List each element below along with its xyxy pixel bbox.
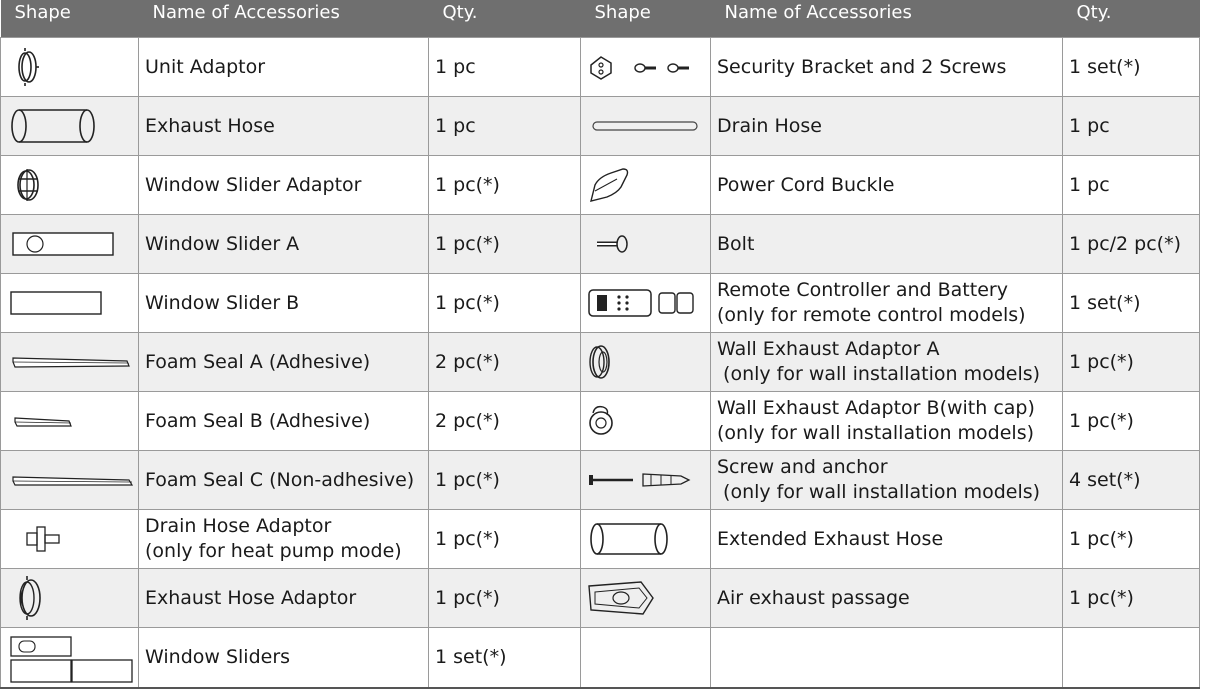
air-exhaust-passage-icon	[581, 570, 709, 626]
unit-adaptor-icon	[1, 39, 61, 95]
table-row	[1, 392, 1200, 451]
name-line-2: (only for wall installation models)	[717, 422, 1035, 444]
shape-cell	[1, 97, 139, 156]
accessory-qty: 1 set(*)	[1063, 274, 1200, 333]
accessory-name: Drain Hose	[711, 97, 1063, 156]
accessory-qty: 4 set(*)	[1063, 451, 1200, 510]
accessory-qty: 1 pc	[429, 97, 581, 156]
shape-cell	[1, 451, 139, 510]
accessory-name: Air exhaust passage	[711, 569, 1063, 628]
table-row	[1, 510, 1200, 569]
wall-exhaust-adaptor-a-icon	[581, 334, 709, 390]
accessory-qty: 1 pc(*)	[429, 510, 581, 569]
name-line-1: Wall Exhaust Adaptor A	[717, 338, 940, 360]
security-bracket-icon	[581, 39, 709, 95]
accessory-qty: 1 pc/2 pc(*)	[1063, 215, 1200, 274]
accessory-name: Bolt	[711, 215, 1063, 274]
window-slider-b-icon	[1, 275, 139, 331]
power-cord-buckle-icon	[581, 157, 709, 213]
name-line-2: (only for remote control models)	[717, 304, 1026, 326]
window-slider-a-icon	[1, 216, 139, 272]
accessory-name: Extended Exhaust Hose	[711, 510, 1063, 569]
accessory-name: Window Sliders	[139, 628, 429, 689]
table-row	[1, 569, 1200, 628]
accessory-name	[711, 451, 1063, 510]
table-row	[1, 97, 1200, 156]
accessory-name: Foam Seal C (Non-adhesive)	[139, 451, 429, 510]
accessory-name: Power Cord Buckle	[711, 156, 1063, 215]
accessory-qty: 1 pc(*)	[1063, 333, 1200, 392]
accessory-name	[139, 510, 429, 569]
table-row	[1, 38, 1200, 97]
header-qty-2: Qty.	[1063, 0, 1200, 38]
header-shape-2: Shape	[581, 0, 711, 38]
table-row	[1, 156, 1200, 215]
exhaust-hose-icon	[1, 98, 139, 154]
table-row	[1, 628, 1200, 689]
foam-seal-b-icon	[1, 393, 139, 449]
header-row	[1, 0, 1200, 38]
header-shape: Shape	[1, 0, 139, 38]
name-line-1: Screw and anchor	[717, 456, 888, 478]
name-line-1: Remote Controller and Battery	[717, 279, 1008, 301]
accessory-name: Security Bracket and 2 Screws	[711, 38, 1063, 97]
name-line-2: (only for wall installation models)	[717, 481, 1041, 503]
accessory-qty: 2 pc(*)	[429, 392, 581, 451]
header-qty: Qty.	[429, 0, 581, 38]
shape-cell	[581, 38, 711, 97]
name-line-1: Drain Hose Adaptor	[145, 515, 332, 537]
shape-cell	[581, 274, 711, 333]
accessory-name	[711, 333, 1063, 392]
shape-cell	[581, 569, 711, 628]
shape-cell	[1, 628, 139, 689]
empty-cell	[1063, 628, 1200, 689]
name-line-2: (only for heat pump mode)	[145, 540, 402, 562]
shape-cell	[581, 451, 711, 510]
exhaust-hose-adaptor-icon	[1, 570, 61, 626]
accessory-qty: 1 pc(*)	[1063, 510, 1200, 569]
foam-seal-a-icon	[1, 334, 139, 390]
accessory-qty: 1 pc	[1063, 156, 1200, 215]
accessory-qty: 1 pc(*)	[429, 215, 581, 274]
table-row	[1, 274, 1200, 333]
bolt-icon	[581, 216, 709, 272]
shape-cell	[1, 392, 139, 451]
shape-cell	[581, 333, 711, 392]
accessory-qty: 1 set(*)	[429, 628, 581, 689]
shape-cell	[581, 97, 711, 156]
accessory-name: Foam Seal B (Adhesive)	[139, 392, 429, 451]
accessory-name	[711, 392, 1063, 451]
accessory-qty: 1 pc	[429, 38, 581, 97]
table-row	[1, 215, 1200, 274]
accessory-name: Window Slider B	[139, 274, 429, 333]
shape-cell	[1, 569, 139, 628]
shape-cell	[1, 510, 139, 569]
name-line-1: Wall Exhaust Adaptor B(with cap)	[717, 397, 1035, 419]
extended-exhaust-hose-icon	[581, 511, 709, 567]
accessory-qty: 1 pc(*)	[1063, 569, 1200, 628]
accessory-name	[711, 274, 1063, 333]
screw-anchor-icon	[581, 452, 709, 508]
shape-cell	[581, 215, 711, 274]
accessory-qty: 2 pc(*)	[429, 333, 581, 392]
shape-cell	[581, 156, 711, 215]
header-name: Name of Accessories	[139, 0, 429, 38]
accessory-qty: 1 pc(*)	[429, 569, 581, 628]
accessory-qty: 1 pc(*)	[1063, 392, 1200, 451]
accessory-name: Unit Adaptor	[139, 38, 429, 97]
header-name-2: Name of Accessories	[711, 0, 1063, 38]
accessory-name: Exhaust Hose Adaptor	[139, 569, 429, 628]
shape-cell	[581, 510, 711, 569]
accessory-qty: 1 pc(*)	[429, 274, 581, 333]
shape-cell	[1, 156, 139, 215]
table-row	[1, 451, 1200, 510]
table-row	[1, 333, 1200, 392]
window-slider-adaptor-icon	[1, 157, 61, 213]
shape-cell	[1, 38, 139, 97]
accessory-qty: 1 set(*)	[1063, 38, 1200, 97]
accessory-qty: 1 pc(*)	[429, 451, 581, 510]
wall-exhaust-adaptor-b-icon	[581, 393, 709, 449]
shape-cell	[1, 333, 139, 392]
shape-cell	[1, 274, 139, 333]
accessory-qty: 1 pc(*)	[429, 156, 581, 215]
drain-hose-adaptor-icon	[1, 511, 139, 567]
accessory-name: Foam Seal A (Adhesive)	[139, 333, 429, 392]
accessory-name: Window Slider Adaptor	[139, 156, 429, 215]
accessory-name: Window Slider A	[139, 215, 429, 274]
drain-hose-icon	[581, 98, 709, 154]
empty-cell	[711, 628, 1063, 689]
window-sliders-icon	[1, 630, 139, 686]
remote-controller-icon	[581, 275, 709, 331]
shape-cell	[581, 392, 711, 451]
name-line-2: (only for wall installation models)	[717, 363, 1041, 385]
shape-cell	[1, 215, 139, 274]
accessory-name: Exhaust Hose	[139, 97, 429, 156]
empty-cell	[581, 628, 711, 689]
foam-seal-c-icon	[1, 452, 139, 508]
accessory-qty: 1 pc	[1063, 97, 1200, 156]
